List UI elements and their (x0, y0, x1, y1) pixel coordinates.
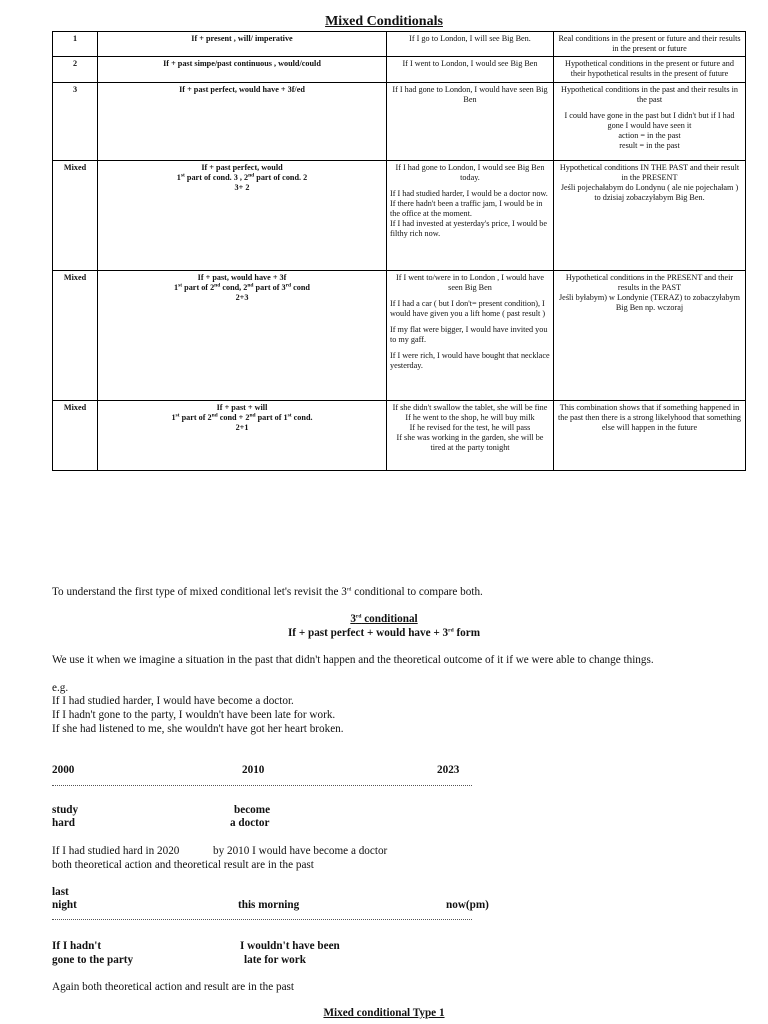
conditional-form: If + past perfect, would 1st part of cond. 3 , 2nd part of cond. 2 3+ 2 (98, 161, 387, 271)
timeline-label: hard (52, 817, 76, 829)
conditional-example: If I had gone to London, I would see Big Ben today. If I had studied harder, I would be a doctor now. If there hadn't been a traffic jam, I would be in the office at the moment. If I had invested at yesterday's price, I would be filthy rich now. (387, 161, 554, 271)
timeline-label: night (52, 899, 77, 911)
conditional-meaning: This combination shows that if something happened in the past then there is a strong likelyhood that something else will happen in the future (554, 401, 746, 471)
conditional-type: 3 (53, 83, 98, 161)
intro-text: To understand the first type of mixed conditional let's revisit the 3rd conditional to compare both. (52, 586, 483, 598)
mixed-type1-heading: Mixed conditional Type 1 (323, 1007, 445, 1019)
timeline-note: both theoretical action and theoretical result are in the past (52, 859, 314, 871)
third-conditional-formula: If + past perfect + would have + 3rd form (287, 627, 481, 639)
third-conditional-heading: 3rd conditional (350, 613, 418, 625)
example-sentence: If I had studied harder, I would have become a doctor. (52, 695, 294, 707)
conditional-example: If I go to London, I will see Big Ben. (387, 32, 554, 57)
usage-text: We use it when we imagine a situation in the past that didn't happen and the theoretical outcome of it if we were able to change things. (52, 654, 654, 666)
conditional-meaning: Hypothetical conditions in the past and their results in the past I could have gone in the past but I didn't but if I had gone I would have seen it action = in the past result = in the past (554, 83, 746, 161)
conditional-form: If + past + will 1st part of 2nd cond + 2nd part of 1st cond. 2+1 (98, 401, 387, 471)
timeline-label: last (52, 886, 69, 898)
timeline-label: this morning (238, 899, 300, 911)
conditionals-table (52, 31, 746, 471)
conditional-form: If + past, would have + 3f 1st part of 2nd cond, 2nd part of 3rd cond 2+3 (98, 271, 387, 401)
timeline-label: become (234, 804, 271, 816)
timeline-line (52, 785, 472, 786)
conditional-meaning: Hypothetical conditions in the present or future and their hypothetical results in the present of future (554, 57, 746, 83)
timeline-year: 2023 (437, 764, 460, 776)
example-sentence: If I hadn't gone to the party, I wouldn't have been late for work. (52, 709, 336, 721)
conditional-example: If I went to London, I would see Big Ben (387, 57, 554, 83)
conditional-type: Mixed (53, 161, 98, 271)
conditional-example: If I had gone to London, I would have seen Big Ben (387, 83, 554, 161)
conditional-form: If + present , will/ imperative (98, 32, 387, 57)
conditional-example: If she didn't swallow the tablet, she will be fine If he went to the shop, he will buy milk If he revised for the test, he will pass If she was working in the garden, she will be tired at the party tonight (387, 401, 554, 471)
table-row (53, 271, 746, 401)
timeline-label: study (52, 804, 79, 816)
conditional-meaning: Hypothetical conditions IN THE PAST and their result in the PRESENT Jeśli pojechałabym do Londynu ( ale nie pojechałam ) to dzisiaj zobaczyłabym Big Ben. (554, 161, 746, 271)
document-title: Mixed Conditionals (325, 14, 443, 29)
timeline-line (52, 919, 472, 920)
eg-label: e.g. (52, 682, 69, 694)
table-row (53, 57, 746, 83)
timeline-label: I wouldn't have been (240, 940, 340, 952)
timeline-label: late for work (244, 954, 306, 966)
conditional-form: If + past simpe/past continuous , would/could (98, 57, 387, 83)
timeline-year: 2000 (52, 764, 75, 776)
example-sentence: If she had listened to me, she wouldn't have got her heart broken. (52, 723, 344, 735)
conditional-example: If I went to/were in to London , I would have seen Big Ben If I had a car ( but I don't= present condition), I would have given you a lift home ( past result ) If my flat were bigger, I would have invited you to my gaff. If I were rich, I would have bought that necklace yesterday. (387, 271, 554, 401)
conditional-type: 1 (53, 32, 98, 57)
table-row (53, 401, 746, 471)
timeline-label: gone to the party (52, 954, 134, 966)
conditional-meaning: Real conditions in the present or future and their results in the present or future (554, 32, 746, 57)
table-row (53, 161, 746, 271)
table-row (53, 83, 746, 161)
conditional-meaning: Hypothetical conditions in the PRESENT and their results in the PAST Jeśli byłabym) w Londynie (TERAZ) to zobaczyłabym Big Ben np. wczoraj (554, 271, 746, 401)
timeline-sentence: If I had studied hard in 2020 (52, 845, 180, 857)
timeline-label: a doctor (230, 817, 270, 829)
conditional-type: Mixed (53, 401, 98, 471)
conditional-type: Mixed (53, 271, 98, 401)
table-row (53, 32, 746, 57)
conditional-form: If + past perfect, would have + 3f/ed (98, 83, 387, 161)
timeline-label: now(pm) (446, 899, 489, 911)
conditional-type: 2 (53, 57, 98, 83)
timeline-label: If I hadn't (52, 940, 102, 952)
timeline-sentence: by 2010 I would have become a doctor (213, 845, 388, 857)
timeline-year: 2010 (242, 764, 265, 776)
again-text: Again both theoretical action and result are in the past (52, 981, 295, 993)
